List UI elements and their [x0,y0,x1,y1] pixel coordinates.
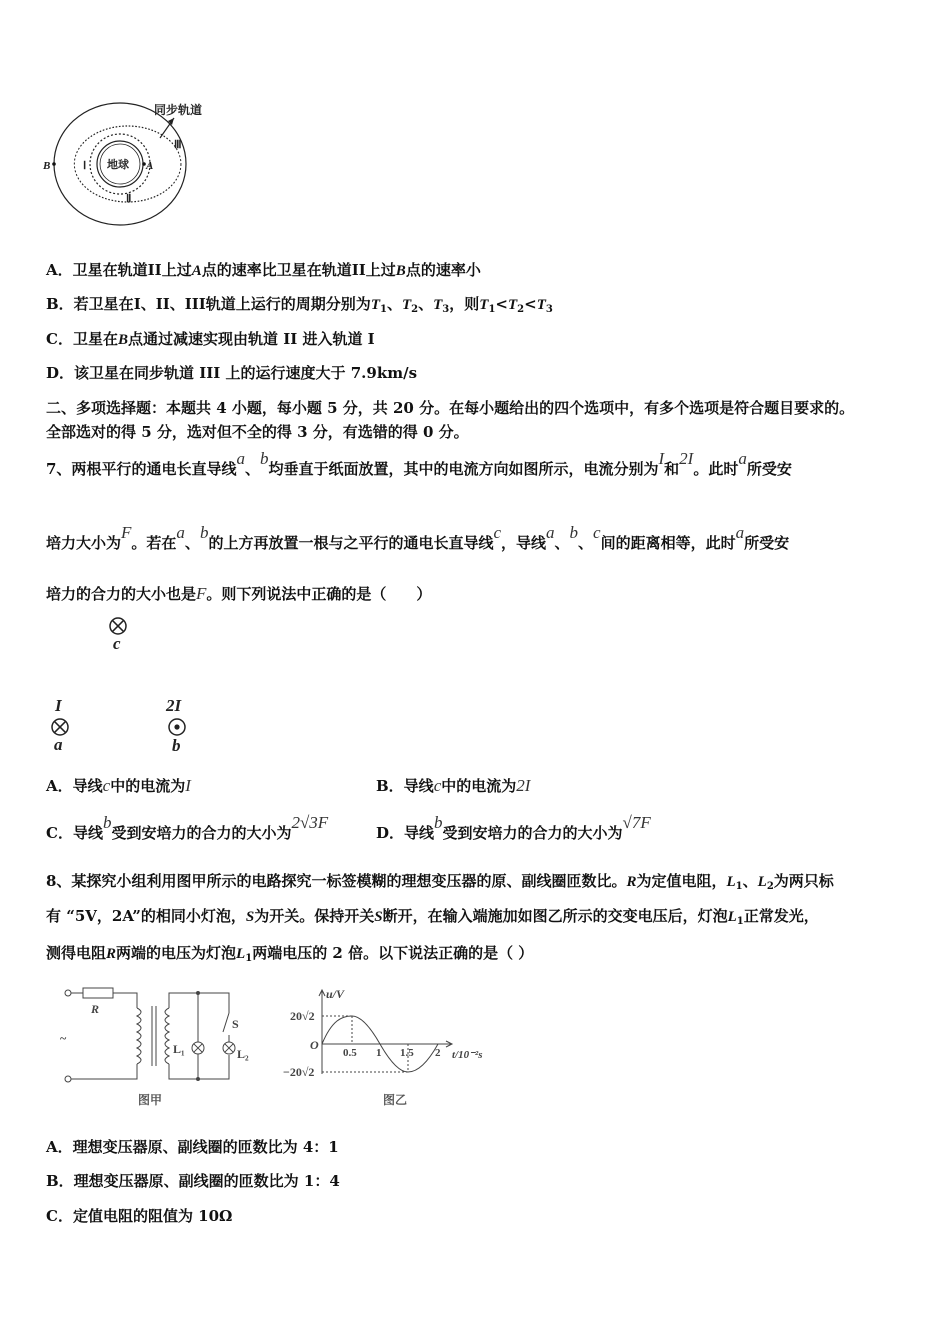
x-axis-label: t/10⁻²s [452,1049,483,1061]
q8-line2 [46,905,819,930]
q8-var-l1: L [726,874,736,890]
q7-var-a: a [236,449,245,468]
wire-a-current-label: I [55,696,62,715]
q6a-text-3: 点的速率比卫星在轨道 [201,261,352,279]
q7-var-a2: a [738,449,747,468]
input-terminal-top [65,990,71,996]
q8-text-1: 8、某探究小组利用图甲所示的电路探究一标签模糊的理想变压器的原、副线圈匝数比。 [46,872,627,890]
q6b-orbits: I、II、III [133,295,206,313]
q6b-then: ，则 [449,295,480,313]
q8-var-l2: L [757,874,767,890]
q7-text-5: 所受安 [746,460,792,478]
q7c-text-2: 受到安培力的合力的大小为 [111,824,292,842]
secondary-coil [165,1008,169,1064]
primary-wire-top [71,993,137,1008]
point-B [52,162,56,166]
q6-option-d: D．该卫星在同步轨道 III 上的运行速度大于 7.9km/s [46,364,418,382]
q8-voltage-graph [280,982,490,1112]
q8-line1 [46,870,834,895]
q6a-text-2: 上过 [161,261,192,279]
wire-b-out-of-page-icon [169,719,185,735]
q7d-var-b: b [434,813,443,832]
q7-wire-figure [40,612,240,757]
resistor-label: R [91,1002,100,1016]
label-III: Ⅲ [174,139,182,151]
q6a-text-5: 点的速率小 [405,261,481,279]
q7-var-i: I [658,449,665,468]
q7b-var-c: c [433,776,442,795]
q6b-sub-2: 2 [411,304,419,315]
lamp-l2-label: L₂ [237,1047,249,1061]
q7a-text-1: A．导线 [46,777,103,795]
q6b-text-1: B．若卫星在 [46,295,134,313]
q6c-text-2: 点通过减速实现由轨道 II 进入轨道 I [127,330,375,348]
wire-b-label: b [172,736,181,755]
label-A: A [146,160,154,172]
q7-text-2: 均垂直于纸面放置，其中的电流方向如图所示，电流分别为 [268,460,659,478]
q7a-text-2: 中的电流为 [110,777,186,795]
q7c-var-b: b [102,813,112,832]
y-axis-label: u/V [326,987,345,1001]
wire-b-current-label: 2I [166,696,182,715]
q7-var-f2: F [196,584,207,603]
q8-option-b: B．理想变压器原、副线圈的匝数比为 1：4 [46,1172,340,1190]
q6a-roman-1: II [147,261,162,279]
q8-text-10: 两端的电压为灯泡 [116,944,237,962]
junction-bottom [196,1077,200,1081]
q7-sep-4: 、 [578,534,594,552]
q7-option-b [376,775,530,797]
section2-line2: 全部选对的得 5 分，选对但不全的得 3 分，有选错的得 0 分。 [46,423,469,441]
q7-var-b: b [259,449,269,468]
q7-var-c2: c [593,523,601,542]
label-I: Ⅰ [83,160,87,172]
lamp-l1-cross [194,1044,202,1052]
input-terminal-bottom [65,1076,71,1082]
q7-var-b3: b [569,523,579,542]
q8-sub-2: 2 [766,881,774,892]
q6b-sep-1: 、 [386,295,402,313]
q6-option-c [46,328,375,351]
wire-a-label: a [54,735,63,754]
orbit-figure [40,98,230,233]
q6a-point-b: B [395,263,406,279]
q7-sep-2: 、 [184,534,200,552]
wire-c-label: c [113,634,121,653]
transformer-core [152,1006,156,1066]
q7-text-3: 和 [664,460,680,478]
earth-label: 地球 [107,159,129,171]
q8-sub-1: 1 [735,881,743,892]
q7c-text-1: C．导线 [46,824,103,842]
switch-label: S [232,1017,239,1031]
q7-var-2i: 2I [679,449,694,468]
q7b-text-2: 中的电流为 [441,777,517,795]
ac-source-symbol: ~ [60,1031,67,1045]
q8-text-2: 为定值电阻， [636,872,727,890]
q7-sep: 、 [244,460,260,478]
q8-var-r: R [626,874,637,890]
junction-top [196,991,200,995]
q7-var-a3: a [176,523,185,542]
q7d-text-1: D．导线 [376,824,435,842]
q8-text-8: 正常发光， [743,907,819,925]
q8-var-l4: L [236,946,246,962]
q7-var-a5: a [735,523,745,542]
q7-text-1: 7、两根平行的通电长直导线 [46,460,237,478]
q8-text-7: 断开，在输入端施加如图乙所示的交变电压后，灯泡 [382,907,728,925]
arrow-head [168,118,174,125]
q8-text-6: 为开关。保持开关 [254,907,375,925]
switch-s [223,1013,229,1042]
q6b-sub-5: 2 [517,304,525,315]
q6b-text-2: 轨道上运行的周期分别为 [205,295,371,313]
q6b-t1: T [370,297,380,313]
tick-1-5: 1.5 [400,1047,414,1059]
primary-coil [137,1008,141,1064]
lamp-l1-label: L₁ [173,1042,185,1056]
q8-text-4: 为两只标 [773,872,834,890]
q8-var-s2: S [374,909,383,925]
q7-sep-3: 、 [554,534,570,552]
lamp-l2-cross [225,1044,233,1052]
q8-option-a: A．理想变压器原、副线圈的匝数比为 4：1 [46,1138,339,1156]
q8-line3 [46,942,533,967]
q7-option-a [46,775,191,797]
tick-1: 1 [376,1047,382,1059]
primary-wire-bottom [71,1064,137,1079]
q6b-sub-3: 3 [442,304,450,315]
q7b-text-1: B．导线 [376,777,434,795]
q7-text-8: 的上方再放置一根与之平行的通电长直导线 [208,534,494,552]
q8-text-5: 有 “5V，2A”的相同小灯泡， [46,907,246,925]
resistor-r [83,988,113,998]
y-max-label: 20√2 [290,1009,315,1023]
tick-2: 2 [435,1047,441,1059]
wire-c-into-page-icon [110,618,126,634]
q6a-text-1: A．卫星在轨道 [46,261,148,279]
q6c-point-b: B [117,332,128,348]
q7-line1 [46,449,792,480]
q8-sub-3: 1 [736,916,744,927]
q7-text-7: 。若在 [131,534,177,552]
q7-text-11: 所受安 [744,534,790,552]
q6b-sub-6: 3 [545,304,553,315]
y-min-label: −20√2 [283,1065,315,1079]
section2-line1: 二、多项选择题：本题共 4 小题，每小题 5 分，共 20 分。在每小题给出的四个选项中，有多个选项是符合题目要求的。 [46,399,855,417]
q7-text-4: 。此时 [693,460,739,478]
secondary-wire [169,993,229,1079]
q7a-var-c: c [102,776,111,795]
q8-text-9: 测得电阻 [46,944,107,962]
q7d-value: √7F [622,813,651,832]
q8-var-l3: L [727,909,737,925]
q8-text-3: 、 [742,872,758,890]
q7-line2 [46,523,790,554]
q7-text-13: 。则下列说法中正确的是（ ） [206,585,432,603]
q7-var-f: F [121,523,132,542]
q7-var-c: c [493,523,501,542]
q6b-lt-1: < [495,295,508,313]
q8-option-c: C．定值电阻的阻值为 10Ω [46,1207,233,1225]
q6b-sub-4: 1 [488,304,496,315]
q7-text-9: ，导线 [501,534,547,552]
origin-label: O [310,1038,319,1052]
tick-0-5: 0.5 [343,1047,357,1059]
graph-caption: 图乙 [383,1093,408,1107]
q8-var-s: S [245,909,255,925]
q6b-t3: T [433,297,443,313]
sync-orbit-label: 同步轨道 [154,103,203,117]
q7-var-a4: a [546,523,555,542]
q7-var-b2: b [199,523,209,542]
circuit-caption: 图甲 [138,1093,163,1107]
q7-text-6: 培力大小为 [46,534,122,552]
q7-option-d [376,813,651,844]
q7-option-c [46,813,329,844]
label-II: Ⅱ [126,193,132,205]
q6b-sub-1: 1 [379,304,387,315]
q7a-var-i: I [185,776,191,795]
q8-sub-4: 1 [245,953,253,964]
q6b-t2: T [401,297,412,313]
q8-text-11: 两端电压的 2 倍。以下说法正确的是（ ） [252,944,534,962]
q6b-t4: T [479,297,489,313]
label-B: B [43,160,51,172]
q7c-value: 2√3F [291,813,329,832]
q7-text-12: 培力的合力的大小也是 [46,585,197,603]
q7b-var-2i: 2I [516,776,531,795]
q6b-lt-2: < [524,295,537,313]
q6-option-b [46,293,553,318]
q6a-text-4: 上过 [365,261,396,279]
q7d-text-2: 受到安培力的合力的大小为 [442,824,623,842]
q8-var-r2: R [106,946,117,962]
q6a-point-a: A [191,263,202,279]
q6-option-a [46,259,481,282]
q6b-t6: T [536,297,546,313]
q8-circuit-figure [55,980,270,1115]
q7-text-10: 间的距离相等，此时 [600,534,736,552]
q6c-text-1: C．卫星在 [46,330,118,348]
wire-a-into-page-icon [52,719,68,735]
q6b-t5: T [508,297,518,313]
q6b-sep-2: 、 [418,295,434,313]
q7-line3 [46,583,431,605]
q6a-roman-2: II [351,261,366,279]
